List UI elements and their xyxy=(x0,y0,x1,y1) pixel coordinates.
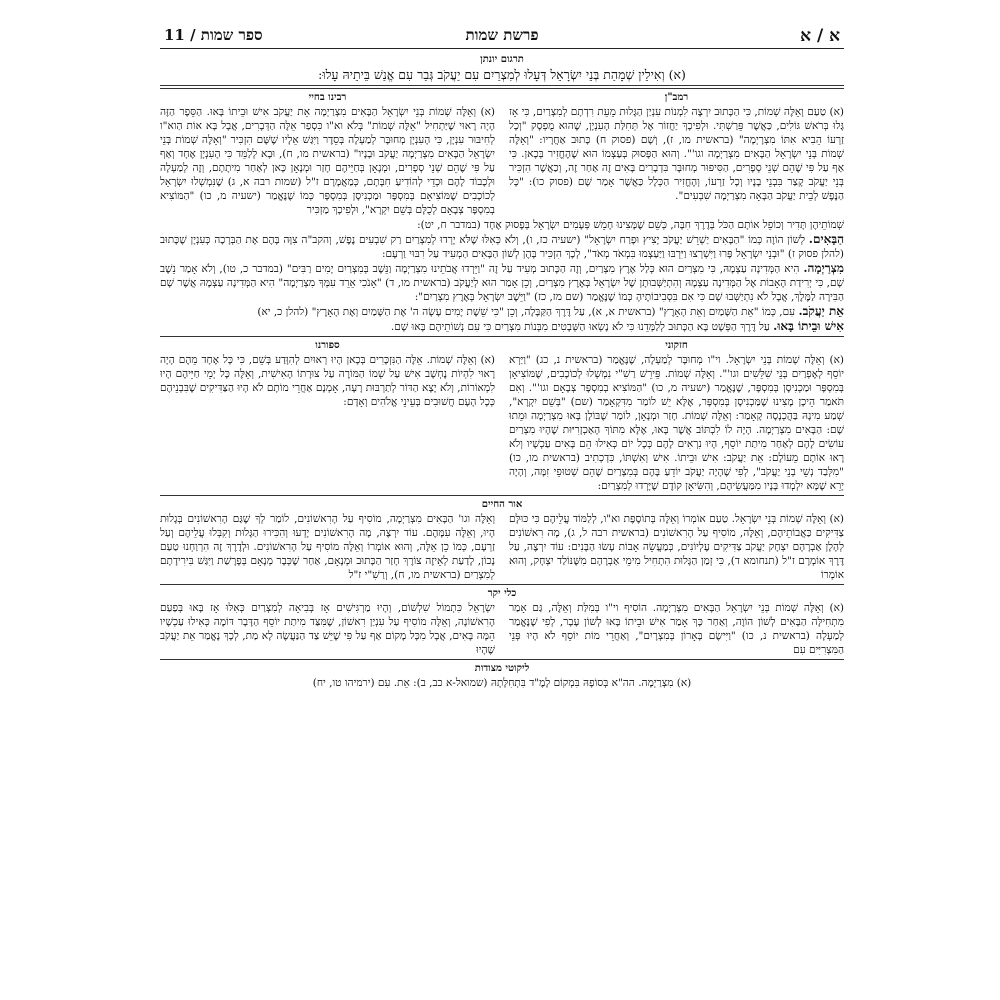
kli-yakar-columns xyxy=(160,601,844,657)
targum-section xyxy=(160,53,844,83)
bachya-cont-para: לְשׁוֹן הוֹוֶה כְּמוֹ "הַבָּאִים יַשְׁרֵשׁ יַעֲקֹב יָצִיץ וּפָרַח יִשְׂרָאֵל" (ישעיה כז, ו), וְלֹא כְּאִלּוּ שֶׁלֹּא יָרְדוּ לְמִצְרַיִם רַק שִׁבְעִים נֶפֶשׁ, וְהקב"ה צִוָּה בָּהֶם אֶת הַבְּרָכָה כְּעִנְיָן שֶׁכָּתוּב (להלן פסוק ז) "וּבְנֵי יִשְׂרָאֵל פָּרוּ וַיִּשְׁרְצוּ וַיִּרְבּוּ וַיַּעַצְמוּ בִּמְאֹד מְאֹד", לְכָךְ הִזְכִּיר בָּהֶן לְשׁוֹן הַבָּאִים הַמְעִיד עַל רִבּוּי וַרְעָם: xyxy=(160,234,844,260)
likutei-title: ליקוטי מצודות xyxy=(474,663,530,674)
likutei-text: (א) מִצְרַיְמָה. הה"א בְּסוֹפָהּ בִּמְקוֹם לָמֶ"ד בִּתְחִלָּתָהּ (שמואל-א כב, ב): אֵת. עִם (ירמיהו טו, יח) xyxy=(312,677,692,689)
or-hachaim-columns xyxy=(160,512,844,582)
kli-yakar-title: כלי יקר xyxy=(487,588,517,599)
dibur-hamatchil: אֵת יַעֲקֹב. xyxy=(798,304,844,318)
bachya-cont-text: שְׁמוֹתֵיהֶן תָּדִיר וְכוֹפֵל אוֹתָם הַכֹּל בְּדֶרֶךְ חִבָּה, כְּשֵׁם שֶׁמָּצִינוּ חָמֵשׁ פְּעָמִים יִשְׂרָאֵל בְּפָסוּק אֶחָד (במדבר ח, יט): xyxy=(417,219,844,231)
parsha-verse-marker: א / א xyxy=(800,26,840,46)
chizkuni-title: חזקוני xyxy=(665,340,688,351)
divider xyxy=(160,85,844,89)
divider xyxy=(160,584,844,585)
divider xyxy=(160,659,844,660)
kli-yakar-left-text: יִשְׂרָאֵל כִּתְמוֹל שִׁלְשׁוֹם, וְהָיוּ מַרְגִּישִׁים אָז בְּבִיאָה לְמִצְרַיִם כְּאִלּוּ אָז בָּאוּ בְּפַעַם הָרִאשׁוֹנָה, וְאֵלֶּה מוֹסִיף עַל עִנְיַן רִאשׁוֹן, שֶׁמִּצַּד מִיתַת יוֹסֵף הַדָּבָר דּוֹמֶה כְּאִילוּ עַכְשָׁיו הֵמָּה בָּאִים, אֲבָל מִכָּל מָקוֹם אַף עַל פִּי שֶׁיֵּשׁ צַד הַנַּעֲשֶׂה לָא מַת, לְכָךְ נֶאֱמַר אֵת יַעֲקֹב שֶׁהָיוּ xyxy=(160,602,495,656)
ramban-title: רמב"ן xyxy=(664,92,689,103)
targum-title: תרגום יונתן xyxy=(480,54,524,65)
kli-yakar-right-text: (א) וְאֵלֶּה שְׁמוֹת בְּנֵי יִשְׂרָאֵל הַבָּאִים מִצְרַיְמָה. הוֹסִיף וי"ו בְּמִלַּת וְאֵלֶּה, גַּם אָמַר מִתְחִילָּה הַבָּאִים לְשׁוֹן הוֹוֶה, וְאַחַר כָּךְ אָמַר אִישׁ וּבֵיתוֹ בָּאוּ לְשׁוֹן עָבָר, לְפִי שֶׁנֶּאֱמַר לְמַעְלָה (בראשית נ, כו) "וַיִּישֶׂם בָּאָרוֹן בְּמִצְרָיִם", וְאַחֲרֵי מוֹת יוֹסֵף לֹא הָיוּ פְּנֵי הַמִּצְרִיִּים עִם xyxy=(509,602,844,656)
or-hachaim-title: אור החיים xyxy=(481,499,523,510)
chizkuni-text: (א) וְאֵלֶּה שְׁמוֹת בְּנֵי יִשְׂרָאֵל. וי"ו מְחוּבָּר לְמַעְלָה, שֶׁנֶּאֱמַר (בראשית נ, כג) "וַיַּרְא יוֹסֵף לְאֶפְרַיִם בְּנֵי שִׁלֵּשִׁים וגו'". וְאֵלֶּה שְׁמוֹת. פֵּירֵשׁ רַשִׁ"י נִמְשְׁלוּ לְכוֹכָבִים, שֶׁמּוֹצִיאָן בְּמִסְפָּר וּמַכְנִיסָן בְּמִסְפָּר, שֶׁנֶּאֱמַר (ישעיה מ, כו) "הַמּוֹצִיא בְמִסְפָּר צְבָאָם וגו'". וְאִם תֹּאמַר הֵיכָן מָצִינוּ שֶׁמַּכְנִיסָן בְּמִסְפָּר, אֶלָּא יֵשׁ לוֹמַר מִדִּקְאָמַר (שם) "בְּשֵׁם יִקְרָא", שְׁמַע מִינָהּ בַּהֲכְנָסָה קָאָמַר: וְאֵלֶּה שְׁמוֹת. חָזַר וּמְנָאָן, לוֹמַר שֶׁבּוֹלָן בָּאוּ מִצְרַיְמָה וּמֵתוּ שָׁם: הַבָּאִים מִצְרַיְמָה. הָיָה לוֹ לִכְתּוֹב אֲשֶׁר בָּאוּ, אֶלָּא מִתּוֹךְ הָאַכְזָרִיּוּת שֶׁהָיוּ מִצְרַיִם עוֹשִׂים לָהֶם לְאַחַר מִיתַת יוֹסֵף, הָיוּ נִרְאִים לָהֶם כְּכָל יוֹם כְּאִילוּ הֵם בָּאִים עַכְשָׁיו וְלֹא רָאוּ אוֹתָם מֵעוֹלָם: אֵת יַעֲקֹב: אִישׁ וּבֵיתוֹ. אִישׁ וְאִשְׁתּוֹ, כִּדְכְתִיב (בראשית מו, כו) "מִלְּבַד נְשֵׁי בְנֵי יַעֲקֹב", לְפִי שֶׁהָיָה יַעֲקֹב יוֹדֵעַ בָּהֶם בְּמִצְרַיִם שֶׁהֵם שְׁטוּפֵי זִמָּה, וְהָיָה יָרֵא שֶׁמָּא יִלְמְדוּ בָּנָיו מִמַּעֲשֵׂיהֶם, וְהִשִּׂיאָן קוֹדֶם שֶׁיָּרְדוּ לְמִצְרַיִם: xyxy=(509,354,844,492)
bachya-cont-para: עִם, כְּמוֹ "אֵת הַשָּׁמַיִם וְאֵת הָאָרֶץ" (בראשית א, א), עַל דֶּרֶךְ הַקַּבָּלָה, וְכֵן "כִּי שֵׁשֶׁת יָמִים עָשָׂה ה' אֶת הַשָּׁמַיִם וְאֶת הָאָרֶץ" (להלן כ, יא) xyxy=(257,306,796,318)
bachya-continuation xyxy=(160,218,844,334)
book-page-number: ספר שמות / 11 xyxy=(164,26,263,44)
divider xyxy=(160,336,844,337)
sforno-text: (א) וְאֵלֶּה שְׁמוֹת. אֵלֶּה הַנִּזְכָּרִים בְּכָאן הָיוּ רְאוּיִם לְהִוָּדַע בְּשֵׁם, כִּי כָּל אֶחָד מֵהֶם הָיָה רָאוּי לִהְיוֹת נֶחְשָׁב אִישׁ עַל שְׁמוֹ הַמּוֹרֶה עַל צוּרָתוֹ הָאִישִׁית, וְאֵלֶּה כָּל יְמֵי חַיֵּיהֶם הָיוּ לִמְאוֹרוֹת, וְלֹא יָצָא הַדּוֹר לְתַרְבּוּת רָעָה, אָמְנָם אַחֲרֵי מוֹתָם לֹא הָיוּ הַצַּדִּיקִים שֶׁבִּבְנֵיהֶם כְּכָל הָעָם חֲשׁוּבִים בְּעֵינֵי אֱלֹהִים וְאָדָם: xyxy=(160,354,495,408)
or-hachaim-left-text: וְאֵלֶּה וגו' הַבָּאִים מִצְרַיְמָה, מוֹסִיף עַל הָרִאשׁוֹנִים, לוֹמַר לְךָ שֶׁגַּם הָרִאשׁוֹנִים בְּגָלוּת הָיוּ, וְאֵלֶּה עִמָּהֶם. עוֹד יִרְצֶה, מָה הָרִאשׁוֹנִים יָדְעוּ וְהִכִּירוּ הַגָּלוּת וְקִבְּלוּ עֲלֵיהֶם וְעַל זַרְעָם, כְּמוֹ כֵן אֵלֶּה, וְהוּא אוֹמְרוֹ וְאֵלֶּה מוֹסִיף עַל הָרִאשׁוֹנִים. וּלְדֶרֶךְ זֶה הִרְוַחְנוּ טַעַם נָכוֹן, לָדַעַת לְאֵיזֶה צוֹרֶךְ חָזַר הַכָּתוּב וּמְנָאָם, אַחַר שֶׁכְּבָר מְנָאָם בְּפָרָשַׁת וַיִּגַּשׁ בִּירִידָתָם לְמִצְרַיִם (בראשית מו, ח), וְרַשִׁ"י ז"ל xyxy=(160,513,495,581)
parsha-title: פרשת שמות xyxy=(465,26,539,44)
targum-text: (א) וְאִילֵין שְׁמָהַת בְּנֵי יִשְׂרָאֵל דְּעָלוּ לְמִצְרַיִם עִם יַעֲקֹב גְּבַר עִם אֱנַשׁ בֵּיתֵיהּ עָלוּ: xyxy=(318,67,686,82)
ramban-column xyxy=(509,91,844,217)
dibur-hamatchil: מִצְרַיְמָה. xyxy=(803,261,844,275)
or-hachaim-right-text: (א) וְאֵלֶּה שְׁמוֹת בְּנֵי יִשְׂרָאֵל. טַעַם אוֹמְרוֹ וְאֵלֶּה בְּתוֹסֶפֶת וא"ו, לְלַמּוֹד עֲלֵיהֶם כִּי כּוּלָּם צַדִּיקִים כַּאֲבוֹתֵיהֶם, וְאֵלֶּה, מוֹסִיף עַל הָרִאשׁוֹנִים (בראשית רבה ל, ג), מָה רִאשׁוֹנִים לְהָלָן אַבְרָהָם יִצְחָק יַעֲקֹב צַדִּיקִים עֶלְיוֹנִים, כְּמַעֲשֵׂה אָבוֹת עָשׂוּ הַבָּנִים: עוֹד יִרְצֶה, עַל דֶּרֶךְ אוֹמְרָם ז"ל (תנחומא ד), כִּי זְמַן הַגָּלוּת הִתְחִיל מִימֵי אַבְרָהָם מִשֶּׁנּוֹלַד יִצְחָק, וְהוּא אוֹמְרוֹ xyxy=(509,513,844,581)
sforno-title: ספורנו xyxy=(315,340,340,351)
ramban-bachya-columns xyxy=(160,91,844,217)
dibur-hamatchil: אִישׁ וּבֵיתוֹ בָּאוּ. xyxy=(773,319,844,333)
dibur-hamatchil: הַבָּאִים. xyxy=(808,232,844,246)
sforno-column xyxy=(160,339,495,493)
bachya-cont-para: עַל דֶּרֶךְ הַפְּשָׁט בָּא הַכָּתוּב לְלַמְּדֵנוּ כִּי לֹא נָשְׂאוּ הַשְּׁבָטִים מִבְּנוֹת מִצְרַיִם כִּי עִם נְשׁוֹתֵיהֶם בָּאוּ שָׁם. xyxy=(390,321,770,333)
chizkuni-sforno-columns xyxy=(160,339,844,493)
chizkuni-column xyxy=(509,339,844,493)
ramban-text: (א) טַעַם וְאֵלֶּה שְׁמוֹת, כִּי הַכָּתוּב יִרְצֶה לִמְנוֹת עִנְיַן הַגָּלוּת מֵעֵת רִדְתָם לְמִצְרַיִם, כִּי אָז גָּלוּ בְּרֹאשׁ גּוֹלִים, כַּאֲשֶׁר פֵּרַשְׁתִּי. וּלְפִיכָךְ יַחֲזוֹר אֶל תְּחִלַּת הָעִנְיָן, שֶׁהוּא מֻפְסָק "וְכָל זַרְעוֹ הֵבִיא אִתּוֹ מִצְרָיְמָה" (בראשית מו, ז), וְשָׁם (פסוק ח) כָּתוּב אַחֲרָיו: "וְאֵלֶּה שְׁמוֹת בְּנֵי יִשְׂרָאֵל הַבָּאִים מִצְרַיְמָה וגו'". וְהוּא הַפָּסוּק בְּעַצְמוֹ הוּא שֶׁהֶחֱזִיר בְּכָאן. כִּי אַף עַל פִּי שֶׁהֵם שְׁנֵי סְפָרִים, הַסִּיפּוּר מְחוּבָּר בִּדְבָרִים בָּאִים זֶה אַחַר זֶה, וְכַאֲשֶׁר הִזְכִּיר בְּנֵי יַעֲקֹב קָצַר בִּבְנֵי בָנָיו וְכָל זַרְעוֹ, וְהֶחֱזִיר הַכְּלָל כַּאֲשֶׁר אָמַר שָׁם (פסוק כו): "כָּל הַנֶּפֶשׁ לְבֵית יַעֲקֹב הַבָּאָה מִצְרַיְמָה שִׁבְעִים". xyxy=(509,106,844,202)
bachya-cont-para: הִיא הַמְּדִינָה עַצְמָהּ, כִּי מִצְרַיִם הוּא כְּלַל אֶרֶץ מִצְרַיִם, וְזֶה הַכָּתוּב מְעִיד עַל זֶה "וַיֵּרְדוּ אֲבֹתֵינוּ מִצְרַיְמָה וַנֵּשֶׁב בְּמִצְרַיִם יָמִים רַבִּים" (במדבר כ, טו), וְלֹא אָמַר נֵשֶׁב שָׁם, כִּי יְרִידַת הָאָבוֹת אֶל הַמְּדִינָה עַצְמָהּ וְהִתְיַשְּׁבוּתָן שֶׁל יִשְׂרָאֵל בְּאֶרֶץ מִצְרַיִם, וְכֵן אָמַר הוּא לְיַעֲקֹב (בראשית מו, ד) "אָנֹכִי אֵרֵד עִמְּךָ מִצְרַיְמָה" הִיא הַמְּדִינָה עַצְמָהּ אֲשֶׁר שָׁם הַבִּירָה לַמֶּלֶךְ, אֲבָל לֹא נִתְיַשְּׁבוּ שָׁם כִּי אִם בִּסְבִיבוֹתֶיהָ כְּמוֹ שֶׁנֶּאֱמַר (שם מז, כז) "וַיֵּשֶׁב יִשְׂרָאֵל בְּאֶרֶץ מִצְרַיִם": xyxy=(160,263,844,303)
page xyxy=(160,24,844,976)
divider xyxy=(160,495,844,496)
bachya-column xyxy=(160,91,495,217)
bachya-title: רבינו בחיי xyxy=(308,92,347,103)
bachya-text: (א) וְאֵלֶּה שְׁמוֹת בְּנֵי יִשְׂרָאֵל הַבָּאִים מִצְרַיְמָה אֵת יַעֲקֹב אִישׁ וּבֵיתוֹ בָּאוּ. הַסֵּפֶר הַזֶּה הָיָה רָאוּי שֶׁיַּתְחִיל "אֵלֶּה שְׁמוֹת" בְּלֹא וא"ו כִּסְפַר אֵלֶּה הַדְּבָרִים, אֲבָל בָּא אוֹת הַוא"ו לְחִיבּוּר עִנְיָן, כִּי הָעִנְיָן מְחוּבָּר לְמַעְלָה בְּסֵדֶר וַיִּגַּשׁ אֵלָיו שֶׁשָּׁם הִזְכִּיר "וְאֵלֶּה שְׁמוֹת בְּנֵי יִשְׂרָאֵל הַבָּאִים מִצְרַיְמָה יַעֲקֹב וּבָנָיו" (בראשית מו, ח), וּבָא לְלַמֵּד כִּי הָעִנְיָן אֶחָד וְאַף עַל פִּי שֶׁהֵם שְׁנֵי סְפָרִים, וּמְנָאָן בְּחַיֵּיהֶם חָזַר וּמְנָאָן כָּאן לְאַחַר מִיתָתָם, וְזֶה לְמַעְלָה וּלְכָבוֹד לָהֶם וּכְדֵי לְהוֹדִיעַ חִבָּתָם, כְּמַאֲמָרָם ז"ל (שמות רבה א, ג) שֶׁנִּמְשְׁלוּ יִשְׂרָאֵל לְכוֹכָבִים שֶׁמּוֹצִיאָם בְּמִסְפָּר וּמַכְנִיסָן בְּמִסְפָּר כְּמוֹ שֶׁנֶּאֱמַר (ישעיה מ, כו) "הַמּוֹצִיא בְמִסְפָּר צְבָאָם לְכֻלָּם בְּשֵׁם יִקְרָא", וּלְפִיכָךְ מַזְכִּיר xyxy=(160,106,495,216)
running-header xyxy=(160,24,844,49)
